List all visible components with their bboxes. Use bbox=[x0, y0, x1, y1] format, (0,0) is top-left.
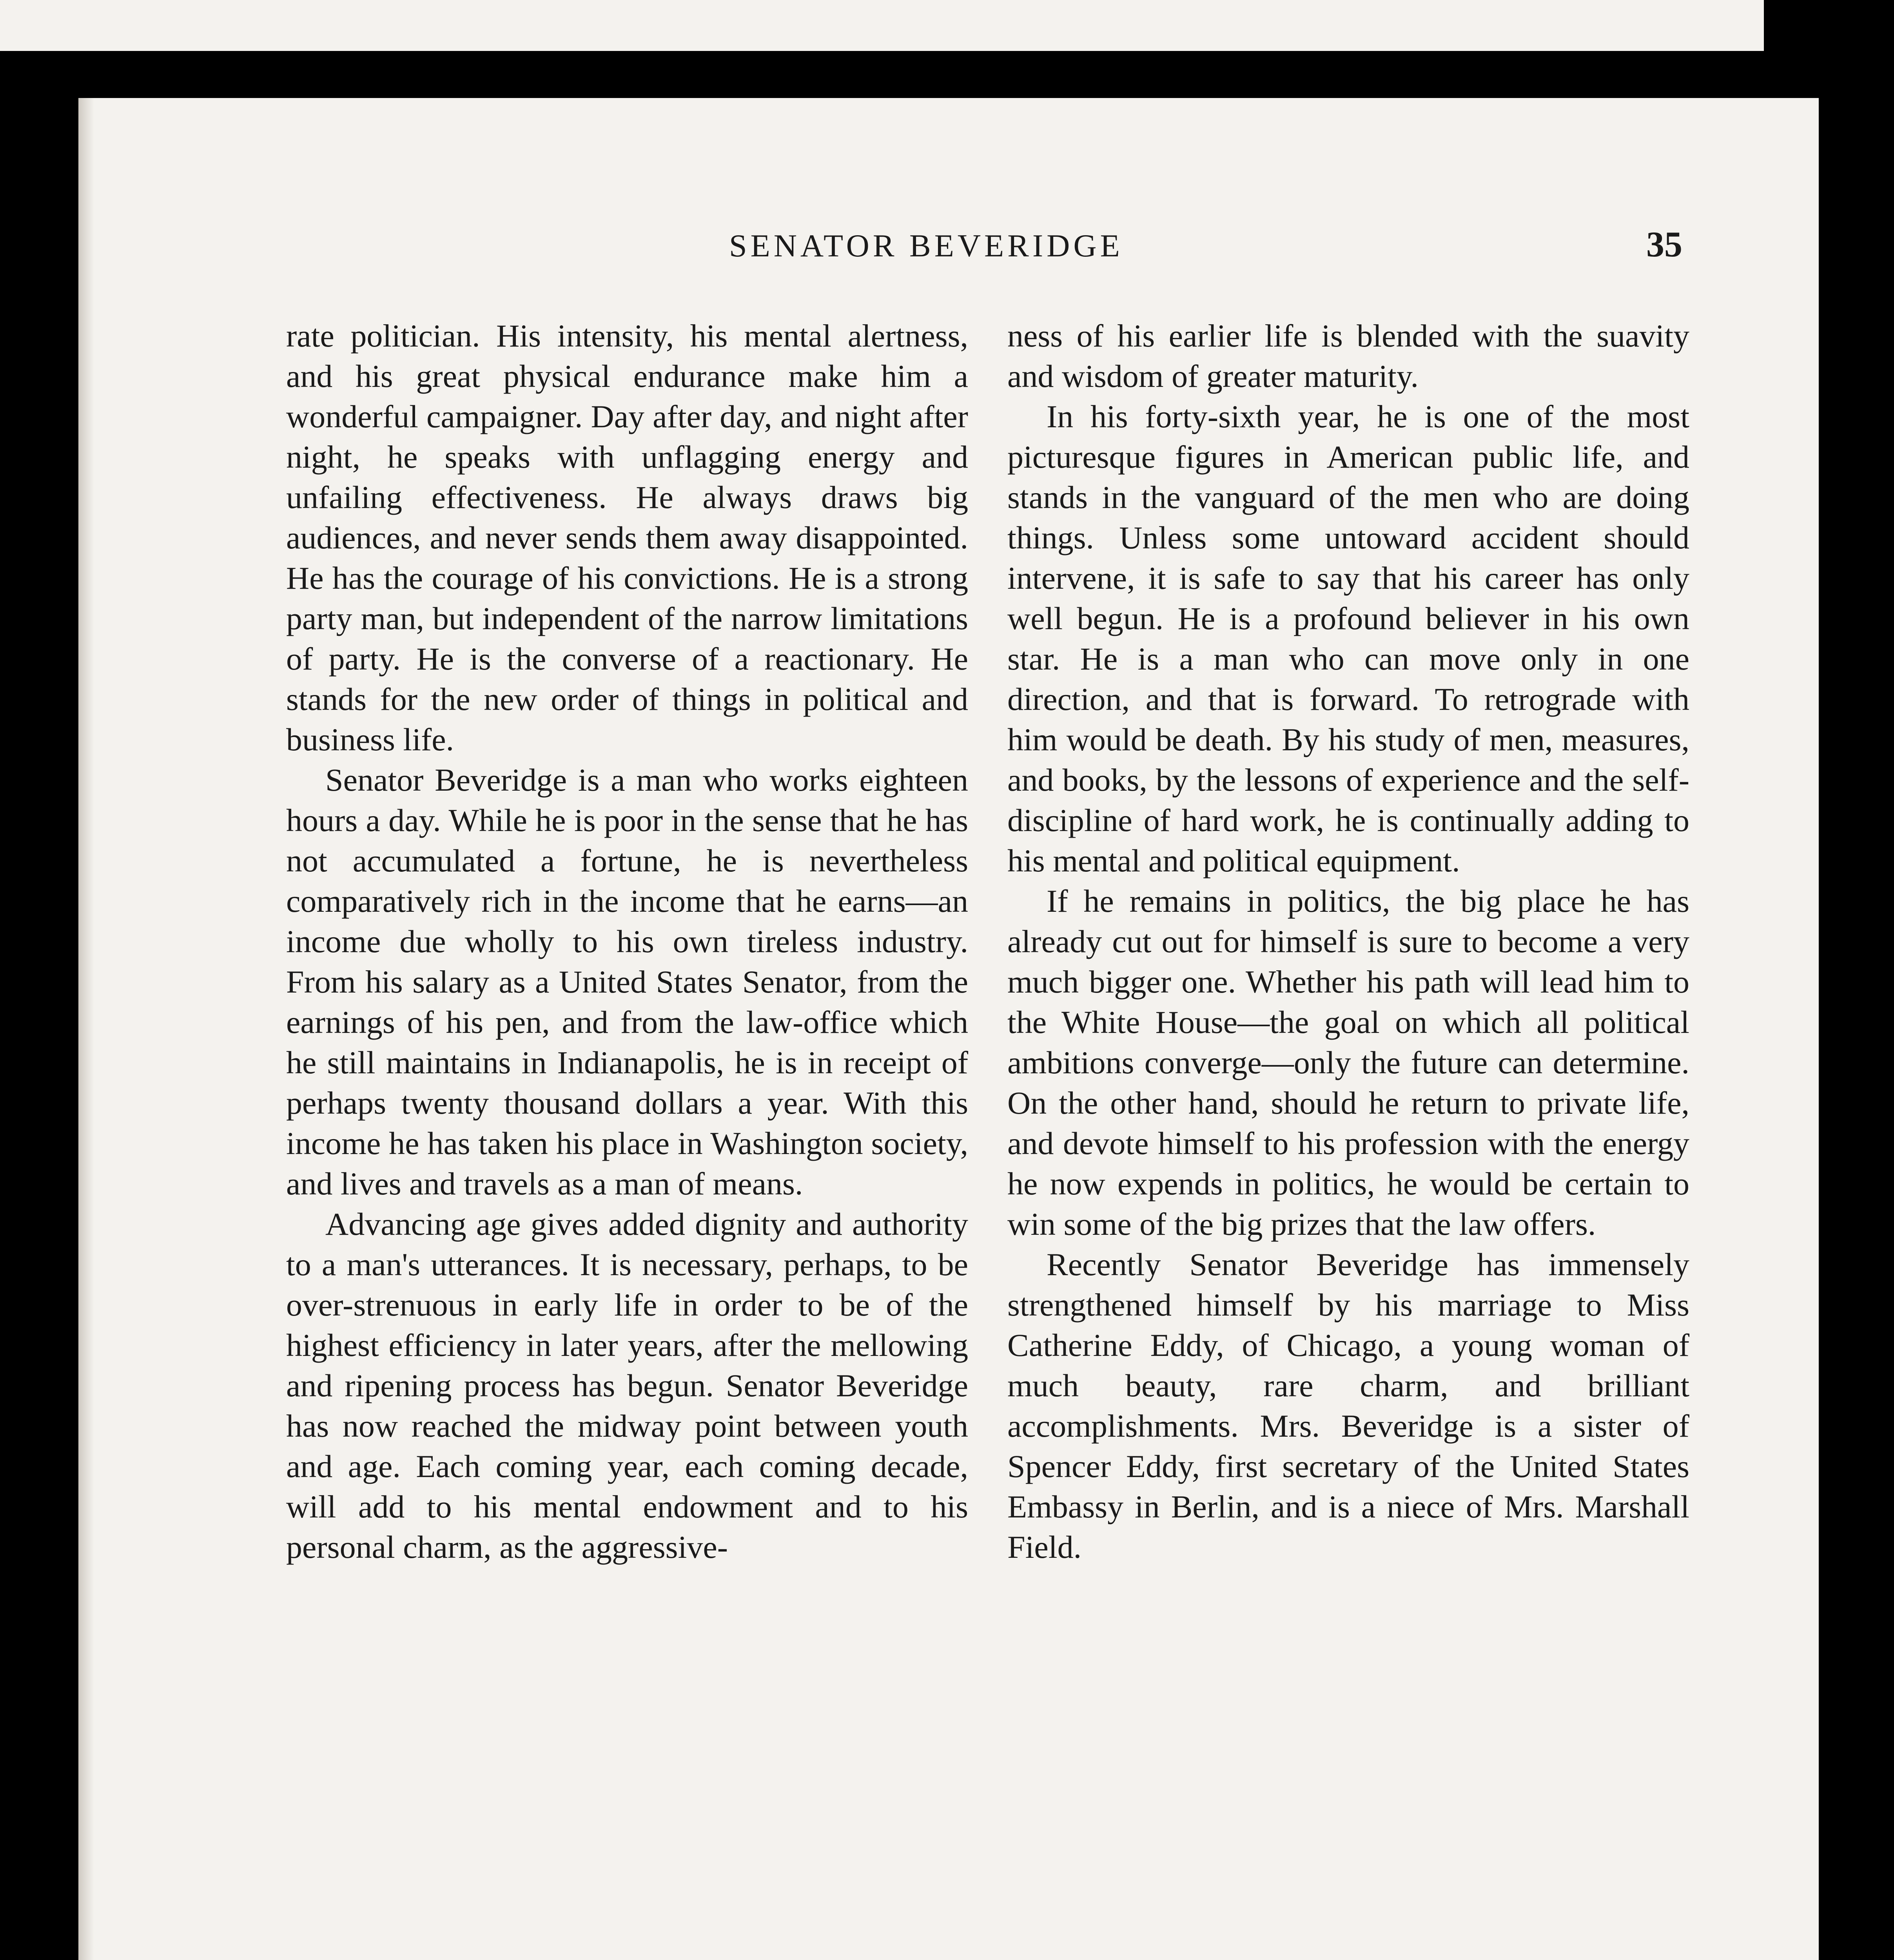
previous-page-edge bbox=[0, 0, 1764, 51]
spine-shadow bbox=[78, 98, 94, 1960]
paragraph: Recently Senator Beveridge has immensely strengthened himself by his marriage to Miss Catherine Eddy, of Chicago, a young woman of much beauty, rare charm, and brilliant accomplishments. Mrs. Beveridge is a sister of Spencer Eddy, first secretary of the United States Embassy in Berlin, and is a niece of Mrs. Marshall Field. bbox=[1007, 1247, 1689, 1565]
paragraph: ness of his earlier life is blended with the suavity and wisdom of greater maturity. bbox=[1007, 318, 1689, 394]
paragraph: Senator Beveridge is a man who works eighteen hours a day. While he is poor in the sense that he has not accumulated a fortune, he is nevertheless comparatively rich in the income that he earns—an income due wholly to his own tireless industry. From his salary as a United States Senator, from the earnings of his pen, and from the law-office which he still maintains in Indianapolis, he is in receipt of perhaps twenty thousand dollars a year. With this income he has taken his place in Washington society, and lives and travels as a man of means. bbox=[286, 762, 968, 1201]
page-number: 35 bbox=[1646, 224, 1682, 264]
article-right-column bbox=[1007, 316, 1689, 1567]
paragraph: In his forty-sixth year, he is one of the most picturesque figures in American public life, and stands in the vanguard of the men who are doing things. Unless some untoward accident should intervene, it is safe to say that his career has only well begun. He is a profound believer in his own star. He is a man who can move only in one direction, and that is forward. To retrograde with him would be death. By his study of men, measures, and books, by the lessons of experience and the self-discipline of hard work, he is continually adding to his mental and political equipment. bbox=[1007, 399, 1689, 878]
paragraph: rate politician. His intensity, his mental alertness, and his great physical endurance make him a wonderful campaigner. Day after day, and night after night, he speaks with unflagging energy and unfailing effectiveness. He always draws big audiences, and never sends them away disappointed. He has the courage of his convictions. He is a strong party man, but independent of the narrow limitations of party. He is the converse of a reactionary. He stands for the new order of things in political and business life. bbox=[286, 318, 968, 757]
paragraph: If he remains in politics, the big place he has already cut out for himself is sure to become a very much bigger one. Whether his path will lead him to the White House—the goal on which all political ambitions converge—only the future can determine. On the other hand, should he return to private life, and devote himself to his profession with the energy he now expends in politics, he would be certain to win some of the big prizes that the law offers. bbox=[1007, 883, 1689, 1242]
paragraph: Advancing age gives added dignity and authority to a man's utterances. It is necessary, perhaps, to be over-strenuous in early life in order to be of the highest efficiency in later years, after the mellowing and ripening process has begun. Senator Beveridge has now reached the midway point between youth and age. Each coming year, each coming decade, will add to his mental endowment and to his personal charm, as the aggressive- bbox=[286, 1206, 968, 1565]
scan-border-top bbox=[0, 0, 1894, 82]
running-head: SENATOR BEVERIDGE bbox=[729, 228, 1123, 263]
article-left-column bbox=[286, 316, 968, 1567]
magazine-page bbox=[78, 98, 1819, 1960]
